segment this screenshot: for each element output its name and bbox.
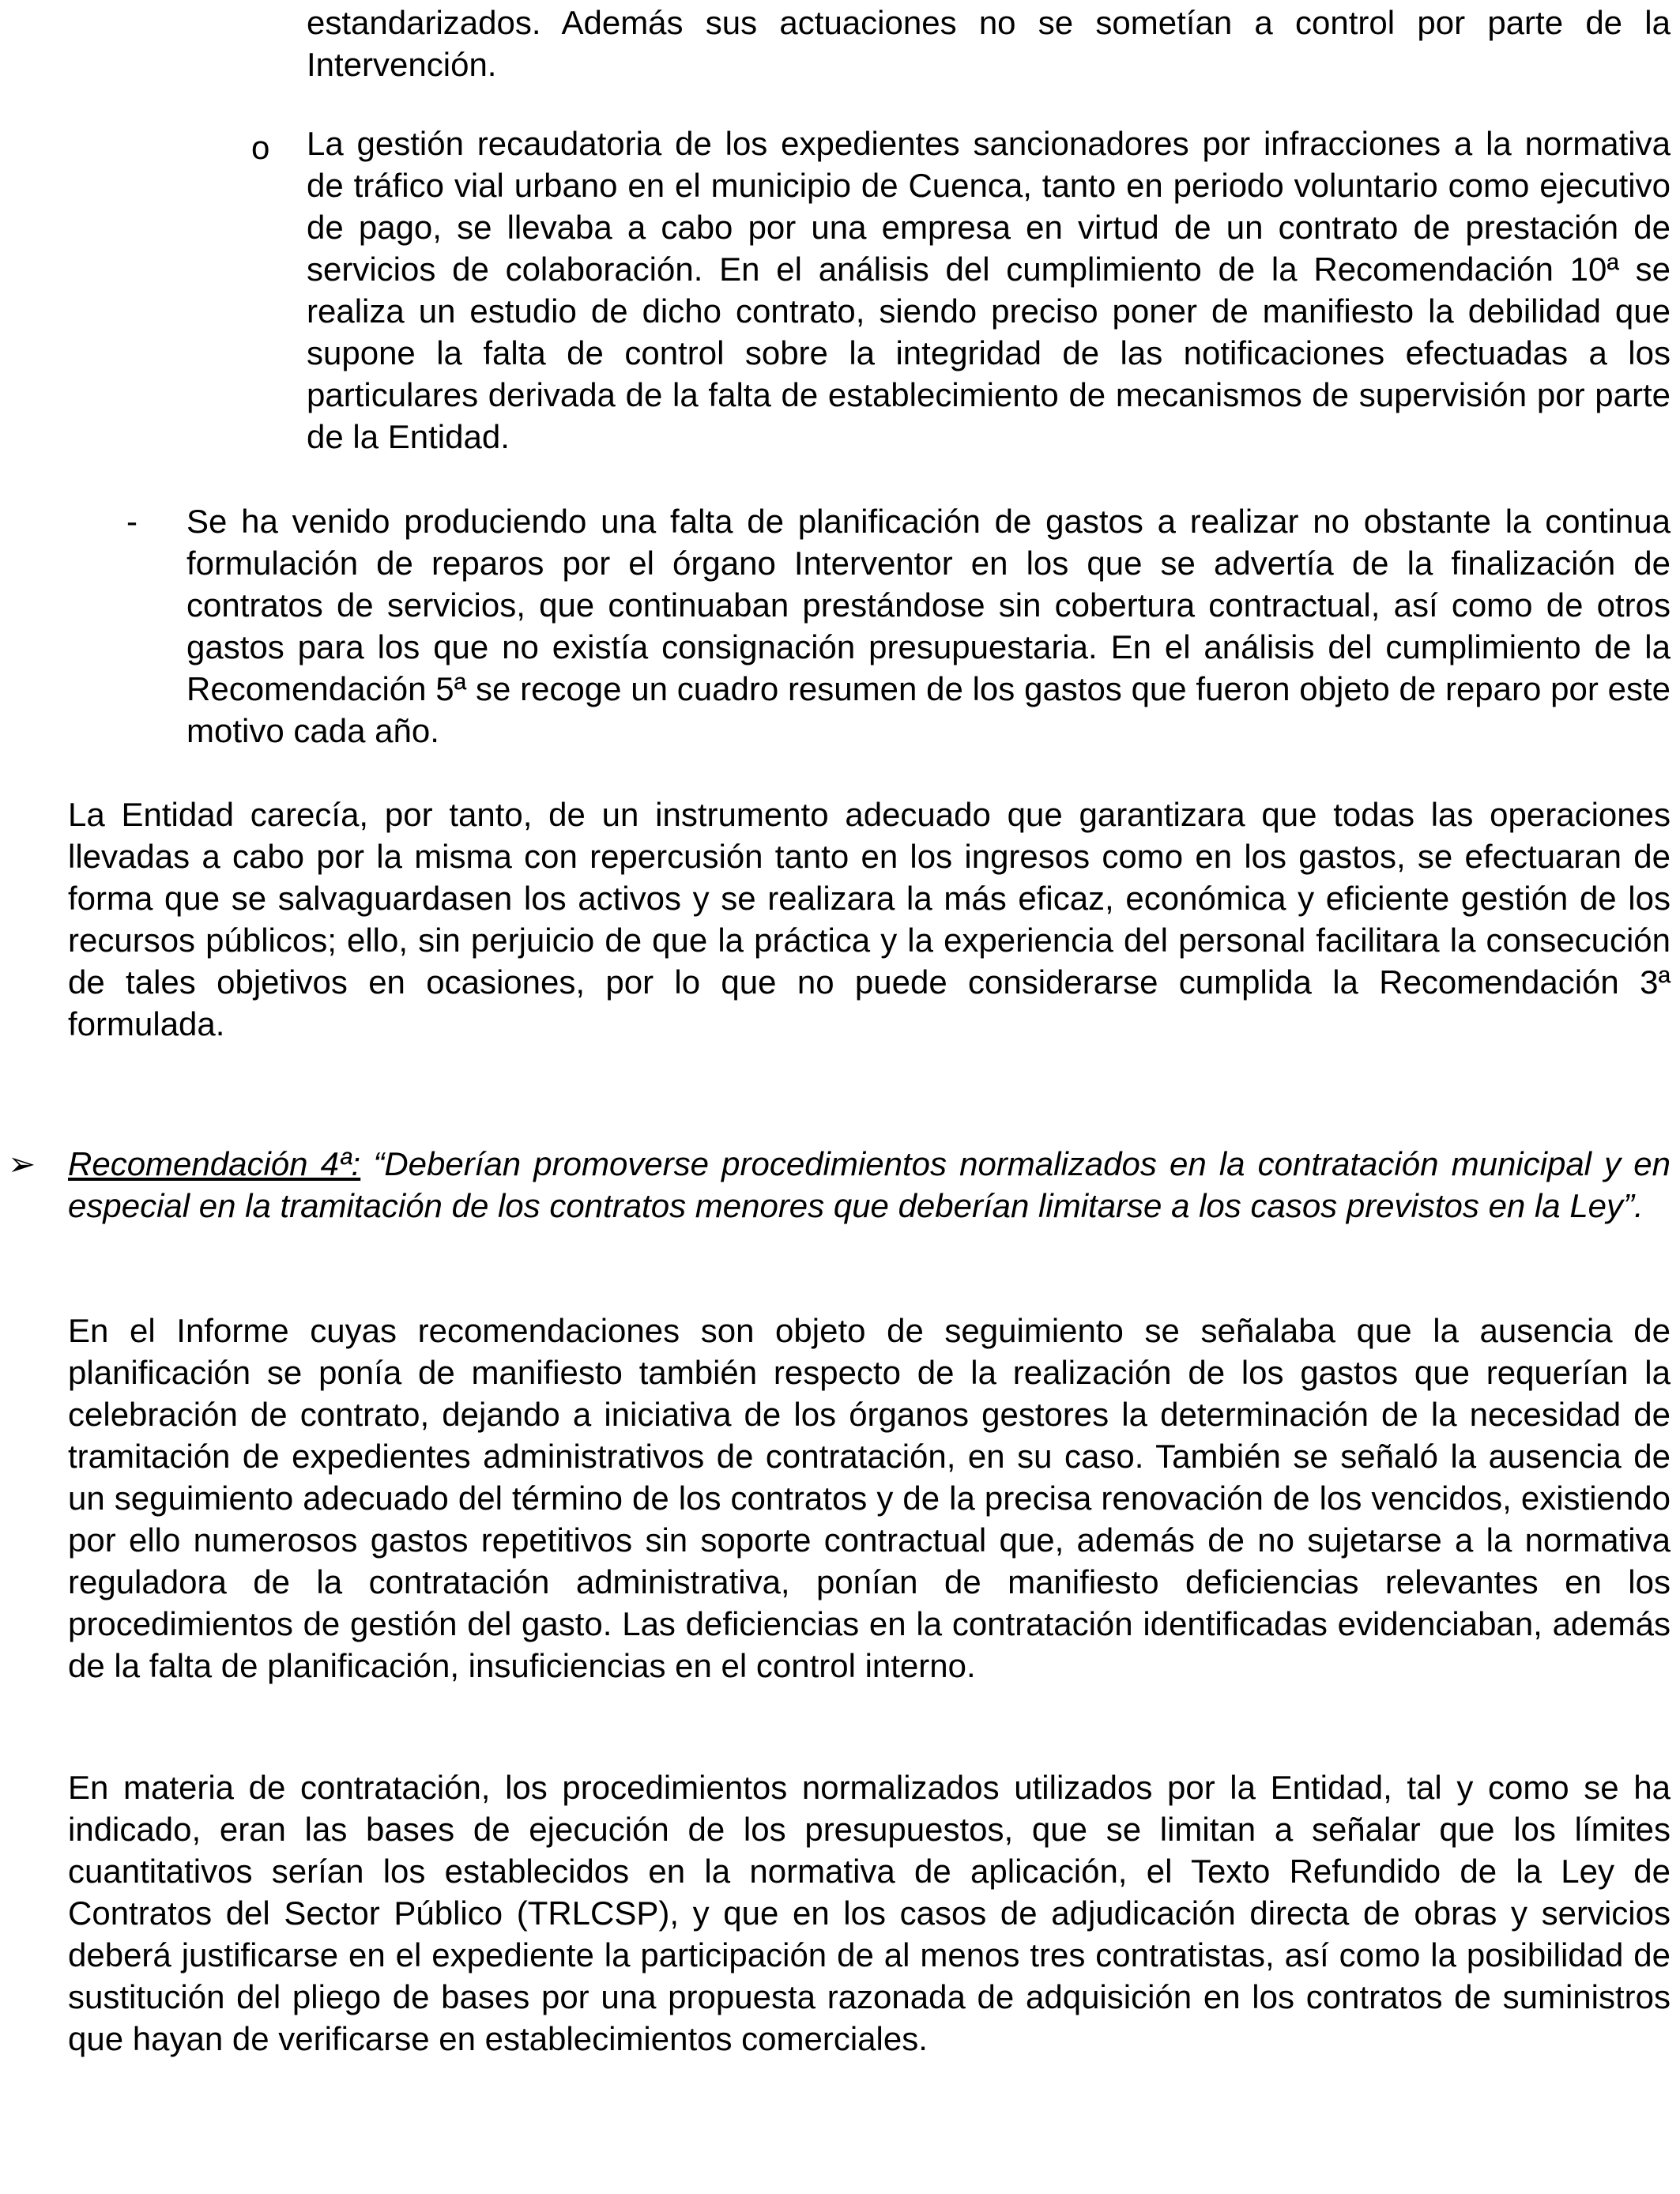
paragraph-informe: En el Informe cuyas recomendaciones son objeto de seguimiento se señalaba que la ausencia de planificación se ponía de manifiesto también respecto de la realización de los gastos que requerían la celebración de contrato, dejando a iniciativa de los órganos gestores la determinación de la necesidad de tramitación de expedientes administrativos de contratación, en su caso. También se señaló la ausencia de un seguimiento adecuado del término de los contratos y de la precisa renovación de los vencidos, existiendo por ello numerosos gastos repetitivos sin soporte contractual que, además de no sujetarse a la normativa reguladora de la contratación administrativa, ponían de manifiesto deficiencias relevantes en los procedimientos de gestión del gasto. Las deficiencias en la contratación identificadas evidenciaban, además de la falta de planificación, insuficiencias en el control interno. bbox=[68, 1312, 1671, 1684]
conclusion-paragraph: La Entidad carecía, por tanto, de un instrumento adecuado que garantizara que todas las operaciones llevadas a cabo por la misma con repercusión tanto en los ingresos como en los gastos, se efectuaran de forma que se salvaguardasen los activos y se realizara la más eficaz, económica y eficiente gestión de los recursos públicos; ello, sin perjuicio de que la práctica y la experiencia del personal facilitara la consecución de tales objetivos en ocasiones, por lo que no puede considerarse cumplida la Recomendación 3ª formulada. bbox=[68, 796, 1671, 1042]
dash-bullet-marker: - bbox=[126, 503, 137, 540]
recommendation-4 bbox=[68, 1143, 1671, 1227]
recommendation-title: Recomendación 4ª: bbox=[68, 1145, 361, 1182]
paragraph-materia: En materia de contratación, los procedimientos normalizados utilizados por la Entidad, tal y como se ha indicado, eran las bases de ejecución de los presupuestos, que se limitan a señalar que los límites cuantitativos serían los establecidos en la normativa de aplicación, el Texto Refundido de la Ley de Contratos del Sector Público (TRLCSP), y que en los casos de adjudicación directa de obras y servicios deberá justificarse en el expediente la participación de al menos tres contratistas, así como la posibilidad de sustitución del pliego de bases por una propuesta razonada de adquisición en los contratos de suministros que hayan de verificarse en establecimientos comerciales. bbox=[68, 1769, 1671, 2057]
recommendation-quote: “Deberían promoverse procedimientos normalizados en la contratación municipal y en especial en la tramitación de los contratos menores que deberían limitarse a los casos previstos en la Ley”. bbox=[68, 1145, 1671, 1224]
dash-bullet-text: Se ha venido produciendo una falta de planificación de gastos a realizar no obstante la continua formulación de reparos por el órgano Interventor en los que se advertía de la finalización de contratos de servicios, que continuaban prestándose sin cobertura contractual, así como de otros gastos para los que no existía consignación presupuestaria. En el análisis del cumplimiento de la Recomendación 5ª se recoge un cuadro resumen de los gastos que fueron objeto de reparo por este motivo cada año. bbox=[186, 503, 1671, 749]
arrow-bullet-icon: ➢ bbox=[8, 1145, 36, 1182]
sub-bullet-text: La gestión recaudatoria de los expedientes sancionadores por infracciones a la normativa de tráfico vial urbano en el municipio de Cuenca, tanto en periodo voluntario como ejecutivo de pago, se llevaba a cabo por una empresa en virtud de un contrato de prestación de servicios de colaboración. En el análisis del cumplimiento de la Recomendación 10ª se realiza un estudio de dicho contrato, siendo preciso poner de manifiesto la debilidad que supone la falta de control sobre la integridad de las notificaciones efectuadas a los particulares derivada de la falta de establecimiento de mecanismos de supervisión por parte de la Entidad. bbox=[307, 125, 1671, 455]
sub-bullet-marker: o bbox=[251, 129, 270, 166]
continuation-paragraph: estandarizados. Además sus actuaciones no se sometían a control por parte de la Intervención. bbox=[307, 4, 1671, 83]
